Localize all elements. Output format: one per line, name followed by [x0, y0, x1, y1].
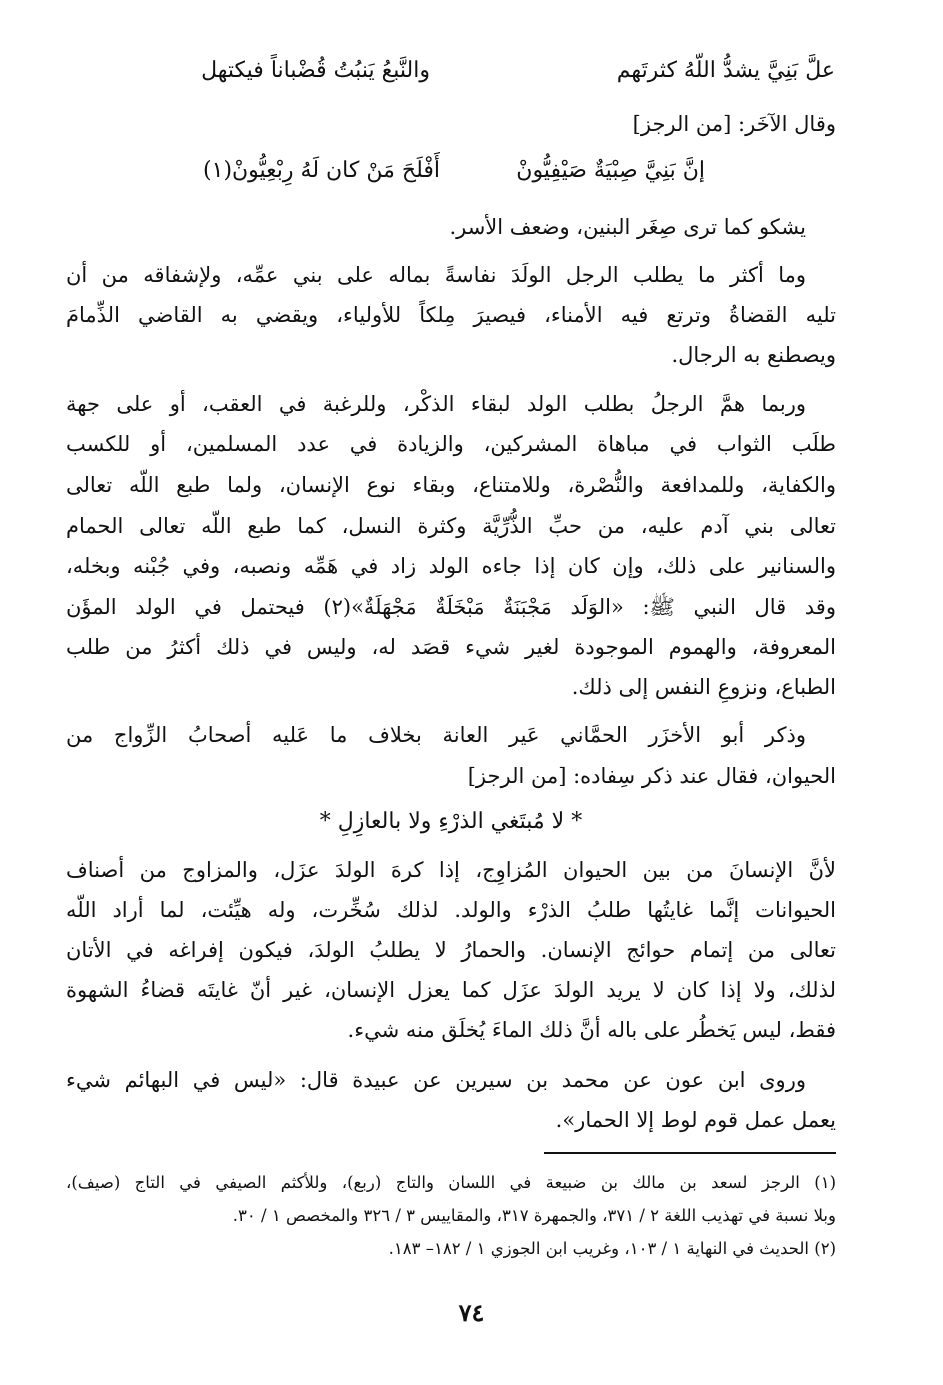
paragraph-3-line: المعروفة، والهموم الموجودة لغير شيء قصَد له، وليس في ذلك أكثرُ من طلب	[66, 635, 836, 659]
paragraph-4-line: وذكر أبو الأخزَر الحمَّاني عَير العانة بخلاف ما عَليه أصحابُ الزِّواج من	[66, 723, 806, 747]
paragraph-1-line: يشكو كما ترى صِغَر البنين، وضعف الأسر.	[449, 215, 806, 239]
paragraph-2-line: وما أكثر ما يطلب الرجل الولَدَ نفاسةً بماله على بني عمِّه، ولإشفاقه من أن	[66, 263, 806, 287]
paragraph-5-line: الحيوانات إنَّما غايتُها طلبُ الذرْء والولد. لذلك سُخِّرت، وله هيِّئت، لما أراد اللّه	[66, 898, 836, 922]
paragraph-3-line: وربما همَّ الرجلُ بطلب الولد لبقاء الذكْر، وللرغبة في العقب، أو على جهة	[66, 392, 806, 416]
page-number: ٧٤	[458, 1298, 485, 1327]
paragraph-2-line: ويصطنع به الرجال.	[671, 343, 836, 367]
verse2-intro: وقال الآخَر: [من الرجز]	[632, 112, 836, 136]
paragraph-3-line: وقد قال النبي ﷺ: «الوَلَد مَجْبَنَةٌ مَبْخَلَةٌ مَجْهَلَةٌ»(٢) فيحتمل في الولد المؤَن	[66, 595, 836, 619]
footnote-1-line: (١) الرجز لسعد بن مالك بن ضبيعة في اللسان والتاج (ربع)، وللأكثم الصيفي في التاج (صيف)،	[66, 1173, 836, 1192]
paragraph-5-line: لأنَّ الإنسانَ من بين الحيوان المُزاوِج، إذا كرهَ الولدَ عزَل، والمزاوج من أصناف	[66, 858, 836, 882]
verse2-left-hemistich: أَفْلَحَ مَنْ كان لَهُ رِبْعِيُّونْ(١)	[203, 158, 440, 183]
paragraph-6-line: يعمل عمل قوم لوط إلا الحمار».	[555, 1108, 836, 1132]
verse3: * لا مُبتَغي الذرْءِ ولا بالعازِلِ *	[319, 809, 583, 834]
footnote-1-line: وبلا نسبة في تهذيب اللغة ٢ / ٣٧١، والجمهرة ٣١٧، والمقاييس ٣ / ٣٢٦ والمخصص ١ / ٣٠.	[232, 1206, 836, 1225]
paragraph-3-line: والكفاية، وللمدافعة والنُّصْرة، وللامتناع، وبقاء نوع الإنسان، ولما طبع اللّه تعالى	[66, 473, 836, 497]
paragraph-4-line: الحيوان، فقال عند ذكر سِفاده: [من الرجز]	[467, 764, 836, 788]
paragraph-3-line: والسنانير على ذلك، وإن كان إذا جاءه الولد زاد في هَمِّه ونصبه، وفي جُبْنه وبخله،	[66, 554, 836, 578]
paragraph-2-line: تليه القضاةُ وترتع فيه الأمناء، فيصيرَ مِلكاً للأولياء، ويقضي به القاضي الذِّمامَ	[66, 303, 836, 327]
verse1-left-hemistich: والنَّبعُ يَنبُتُ قُضْباناً فيكتهل	[201, 58, 430, 83]
verse2-right-hemistich: إنَّ بَنِيَّ صِبْيَةٌ صَيْفِيُّونْ	[516, 158, 705, 183]
footnote-separator	[544, 1152, 836, 1154]
paragraph-5-line: تعالى من إتمام حوائج الإنسان. والحمارُ لا يطلبُ الولدَ، فيكون إفراغه في الأتان	[66, 938, 836, 962]
paragraph-6-line: وروى ابن عون عن محمد بن سيرين عن عبيدة قال: «ليس في البهائم شيء	[66, 1068, 806, 1092]
paragraph-3-line: الطباع، ونزوعِ النفس إلى ذلك.	[571, 675, 836, 699]
verse1-right-hemistich: علَّ بَنِيَّ يشدُّ اللّهُ كثرتَهم	[616, 58, 835, 83]
footnote-2: (٢) الحديث في النهاية ١ / ١٠٣، وغريب ابن الجوزي ١ / ١٨٢– ١٨٣.	[388, 1239, 836, 1258]
paragraph-3-line: تعالى بني آدم عليه، من حبِّ الذُّرِّيَّة وكثرة النسل، كما طبع اللّه تعالى الحمام	[66, 514, 836, 538]
paragraph-5-line: لذلك، ولا إذا كان لا يريد الولدَ عزَل كما يعزل الإنسان، غير أنّ غايتَه قضاءُ الشهوة	[66, 978, 836, 1002]
paragraph-5-line: فقط، ليس يَخطُر على باله أنَّ ذلك الماءَ يُخلَق منه شيء.	[347, 1018, 836, 1042]
paragraph-3-line: طلَب الثواب في مباهاة المشركين، والزيادة في عدد المسلمين، أو للكسب	[66, 432, 836, 456]
